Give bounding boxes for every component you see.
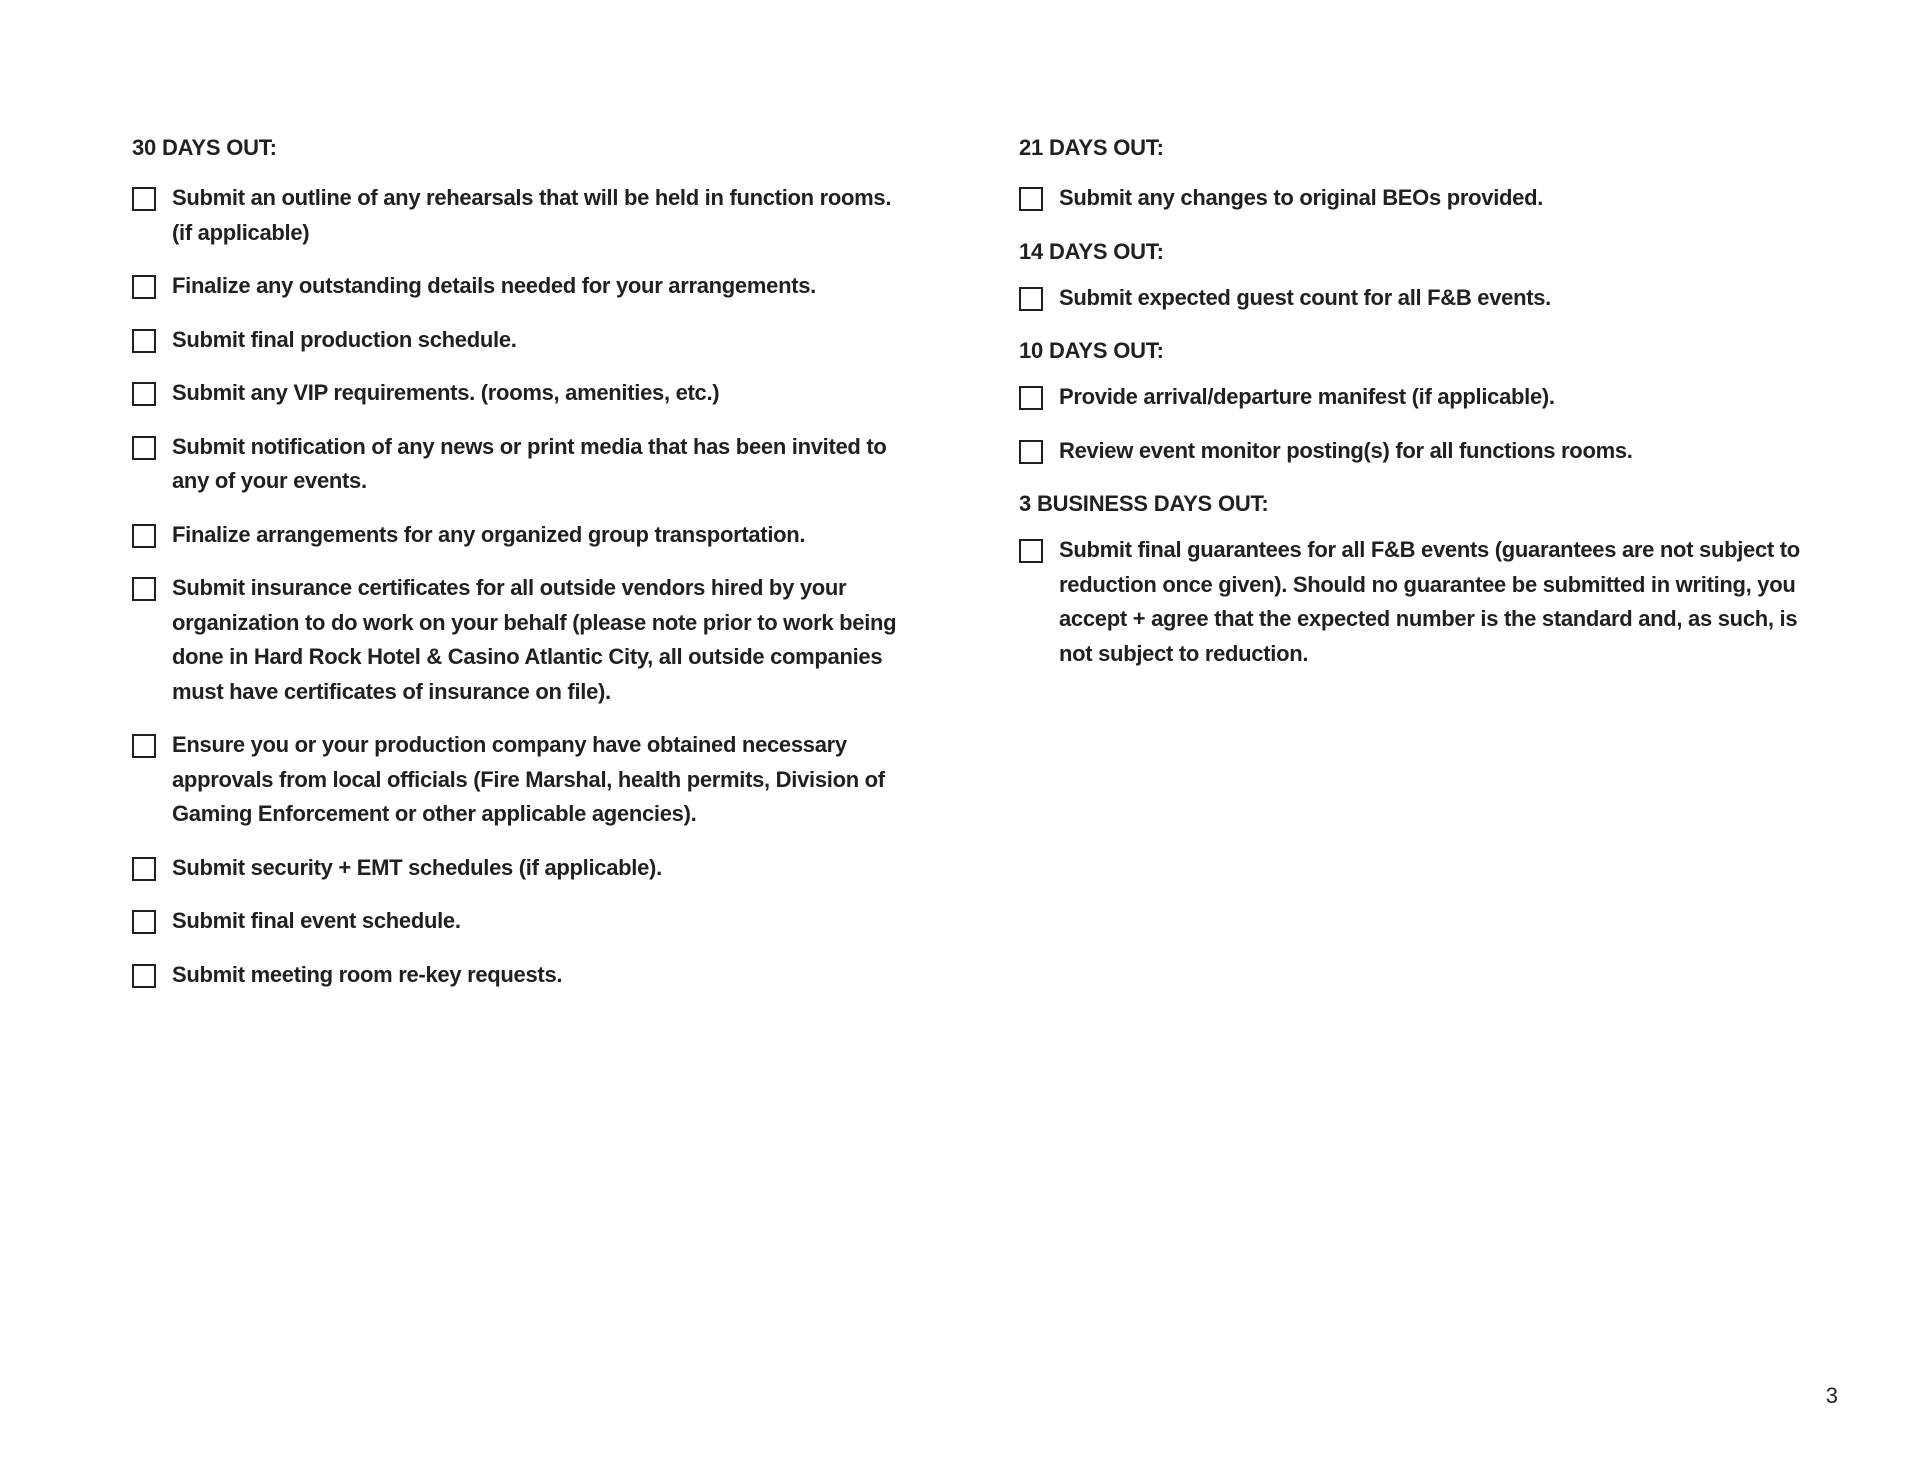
- checklist-item-text: Finalize arrangements for any organized group transportation.: [172, 521, 806, 547]
- checklist-item-text: Submit notification of any news or print media that has been invited to any of your events.: [172, 433, 887, 493]
- checklist-item-text: Submit final event schedule.: [172, 908, 461, 933]
- checkbox[interactable]: [132, 524, 156, 548]
- checklist-item: [132, 433, 912, 499]
- checklist-item: [1019, 536, 1819, 671]
- checkbox[interactable]: [132, 275, 156, 299]
- checklist-item: [132, 854, 912, 886]
- checklist-item: [132, 961, 912, 993]
- checklist-item-text: Submit any VIP requirements. (rooms, amenities, etc.): [172, 380, 720, 405]
- checklist-item-text: Submit an outline of any rehearsals that will be held in function rooms. (if applicable): [172, 185, 892, 245]
- checkbox[interactable]: [132, 436, 156, 460]
- section-heading-14-days: 14 DAYS OUT:: [1019, 238, 1164, 264]
- checkbox[interactable]: [132, 734, 156, 758]
- checkbox[interactable]: [132, 964, 156, 988]
- checkbox[interactable]: [1019, 539, 1043, 563]
- checklist-item-text: Finalize any outstanding details needed for your arrangements.: [172, 273, 816, 298]
- checklist-item: [132, 731, 912, 832]
- checkbox[interactable]: [132, 329, 156, 353]
- checklist-item-text: Ensure you or your production company have obtained necessary approvals from local officials (Fire Marshal, health permits, Division of Gaming Enforcement or other applicable agencies).: [172, 732, 885, 826]
- checkbox[interactable]: [1019, 440, 1043, 464]
- checklist-item-text: Submit final production schedule.: [172, 326, 517, 352]
- checklist-item-text: Submit meeting room re-key requests.: [172, 961, 563, 987]
- checklist-item: [132, 574, 912, 709]
- checklist-item: [132, 184, 912, 250]
- section-heading-3-business-days: 3 BUSINESS DAYS OUT:: [1019, 491, 1269, 516]
- checklist-item: [132, 379, 912, 411]
- checkbox[interactable]: [132, 187, 156, 211]
- section-heading-10-days: 10 DAYS OUT:: [1019, 338, 1164, 363]
- checkbox[interactable]: [132, 857, 156, 881]
- checklist-item: [1019, 284, 1819, 316]
- checklist-item: [1019, 184, 1819, 216]
- section-heading-21-days: 21 DAYS OUT:: [1019, 135, 1164, 160]
- checkbox[interactable]: [1019, 386, 1043, 410]
- checklist-item: [1019, 437, 1819, 469]
- page-number: 3: [1825, 1383, 1838, 1408]
- checkbox[interactable]: [1019, 187, 1043, 211]
- checklist-item: [132, 907, 912, 939]
- checklist-item-text: Submit final guarantees for all F&B events (guarantees are not subject to reduction once given). Should no guarantee be submitted in writing, you accept + agree that the expected number is the standard and, as such, is not subject to reduction.: [1059, 537, 1800, 666]
- section-heading-30-days: 30 DAYS OUT:: [132, 135, 277, 160]
- checklist-item: [132, 521, 912, 553]
- checklist-item-text: Submit expected guest count for all F&B events.: [1059, 284, 1551, 310]
- checklist-item-text: Submit any changes to original BEOs provided.: [1059, 185, 1544, 210]
- checklist-item: [1019, 383, 1819, 415]
- checklist-item-text: Submit security + EMT schedules (if applicable).: [172, 854, 662, 880]
- checklist-item: [132, 326, 912, 358]
- checkbox[interactable]: [132, 382, 156, 406]
- checklist-item-text: Submit insurance certificates for all outside vendors hired by your organization to do work on your behalf (please note prior to work being done in Hard Rock Hotel & Casino Atlantic City, all outside companies must have certificates of insurance on file).: [172, 575, 897, 704]
- right-column: [1019, 134, 1819, 693]
- checkbox[interactable]: [132, 910, 156, 934]
- checkbox[interactable]: [132, 577, 156, 601]
- checklist-item-text: Review event monitor posting(s) for all functions rooms.: [1059, 437, 1633, 463]
- checklist-item-text: Provide arrival/departure manifest (if applicable).: [1059, 384, 1555, 409]
- left-column: [132, 134, 912, 1014]
- checklist-item: [132, 272, 912, 304]
- checkbox[interactable]: [1019, 287, 1043, 311]
